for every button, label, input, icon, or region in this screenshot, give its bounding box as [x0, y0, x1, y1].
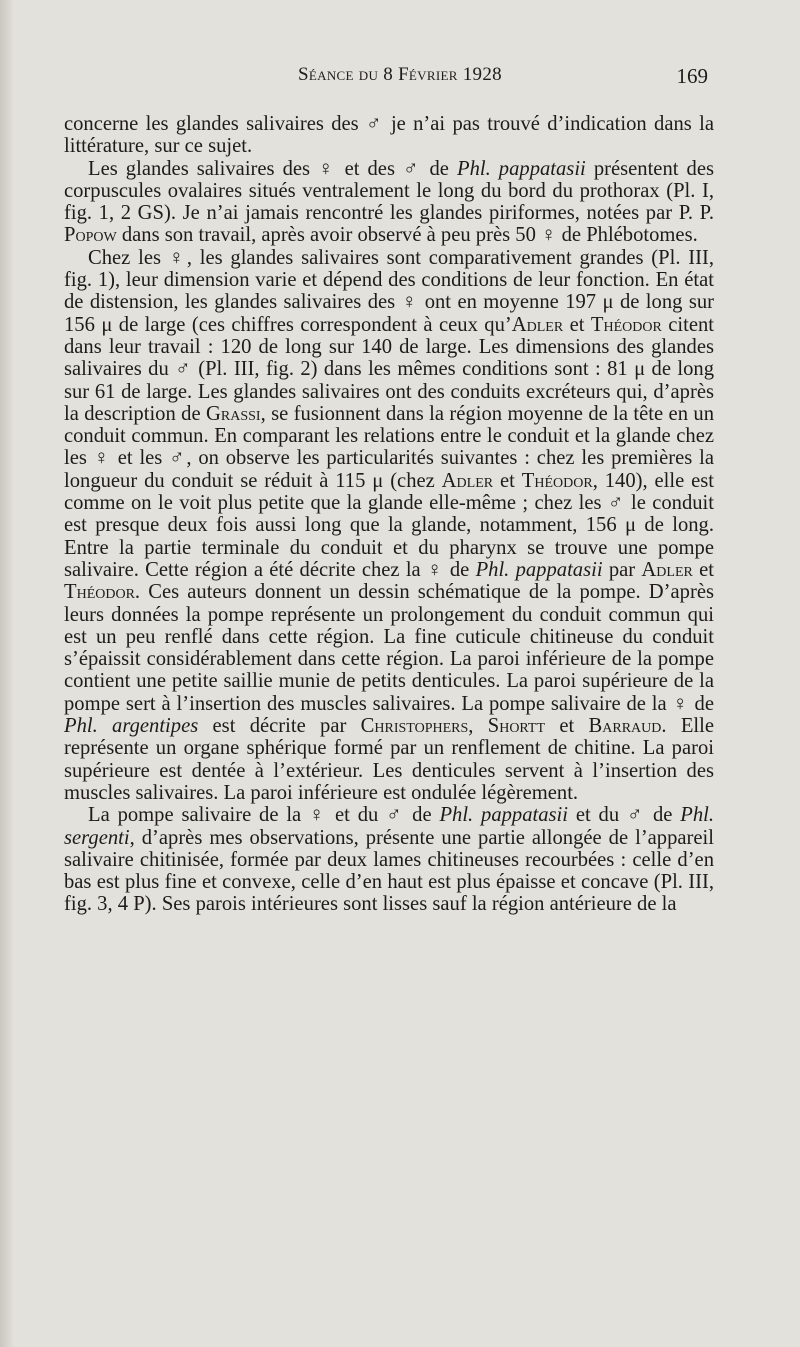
text-run: et — [545, 715, 589, 738]
body-text — [64, 113, 714, 916]
author-name: Adler — [511, 313, 564, 336]
author-name: Adler — [641, 558, 693, 581]
running-header — [0, 64, 800, 94]
text-run: concerne les glandes salivaires des ♂ je n’ai pas trouvé d’indication dans la littérature, sur ce sujet. — [64, 113, 714, 158]
paragraph — [64, 113, 714, 158]
text-run: . Elle représente un organe sphérique formé par un renflement de chitine. La paroi supérieure est dentée à l’extérieur. Les denticules servent à l’insertion des muscles salivaires. La paroi inférieure est ondulée légèrement. — [64, 715, 714, 804]
page-number: 169 — [676, 64, 708, 88]
author-name: Shortt — [487, 715, 546, 738]
author-name: Adler — [441, 469, 494, 492]
text-run: Chez les ♀, les glandes salivaires sont comparativement grandes (Pl. III, fig. 1), leur dimension varie et dépend des conditions de leur fonction. En état de distension, les glandes salivaires des ♀ ont en moyenne 197 μ de long sur 156 μ de large (ces chiffres correspondent à ceux qu’ — [64, 246, 714, 336]
page-gutter-shadow — [0, 0, 14, 1347]
text-run: , 140), elle est comme on le voit plus petite que la glande elle-même ; chez les ♂ le conduit est presque deux fois aussi long que la glande, notamment, 156 μ de long. Entre la partie terminale du conduit et du pharynx se trouve une pompe salivaire. Cette région a été décrite chez la ♀ de — [64, 469, 715, 581]
text-run: et — [692, 558, 715, 581]
text-run: Les glandes salivaires des ♀ et des ♂ de — [88, 157, 457, 180]
text-run: citent dans leur travail : 120 de long sur 140 de large. Les dimensions des glandes salivaires du ♂ (Pl. III, fig. 2) dans les mêmes conditions sont : 81 μ de long sur 61 de large. Les glandes salivaires ont des conduits excréteurs qui, d’après la description de — [64, 313, 714, 425]
running-title: Séance du 8 Février 1928 — [298, 64, 502, 85]
text-run: , — [468, 715, 488, 738]
author-name: Théodor — [590, 313, 662, 336]
author-name: Christophers — [360, 715, 469, 738]
paragraph — [64, 247, 714, 804]
author-name: Théodor — [64, 581, 135, 604]
author-name: Barraud — [588, 715, 662, 738]
text-run: , se fusionnent dans la région moyenne de la tête en un conduit commun. En comparant les relations entre le conduit et la glande chez les ♀ et les ♂, on observe les particularités suivantes : chez les premières la longueur du conduit se réduit à 115 μ (chez — [64, 402, 714, 492]
author-name: Popow — [64, 224, 117, 247]
species-name: Phl. pappatasii — [439, 804, 568, 827]
paragraph — [64, 158, 714, 247]
text-run: dans son travail, après avoir observé à peu près 50 ♀ de Phlébotomes. — [116, 224, 698, 247]
species-name: Phl. pappatasii — [475, 558, 603, 581]
text-run: . Ces auteurs donnent un dessin schématique de la pompe. D’après leurs données la pompe représente un prolongement du conduit commun qui est un peu renflé dans cette région. La fine cuticule chitineuse du conduit s’épaissit considérablement dans cette région. La paroi inférieure de la pompe contient une petite saillie munie de petits denticules. La paroi supérieure de la pompe sert à l’insertion des muscles salivaires. La pompe salivaire de la ♀ de — [64, 581, 714, 715]
text-run: est décrite par — [198, 715, 361, 738]
text-run: , d’après mes observations, présente une partie allongée de l’appareil salivaire chitinisée, formée par deux lames chitineuses recourbées : celle d’en bas est plus fine et convexe, celle d’en haut est plus épaisse et concave (Pl. III, fig. 3, 4 P). Ses parois intérieures sont lisses sauf la région antérieure de la — [64, 826, 714, 916]
species-name: Phl. pappatasii — [456, 157, 586, 180]
species-name: Phl. sergenti — [64, 804, 715, 849]
text-run: La pompe salivaire de la ♀ et du ♂ de — [88, 804, 440, 827]
species-name: Phl. argentipes — [64, 715, 199, 738]
author-name: Théodor — [521, 469, 593, 492]
text-run: et du ♂ de — [568, 804, 681, 827]
text-run: présentent des corpuscules ovalaires situés ventralement le long du bord du prothorax (Pl. I, fig. 1, 2 GS). Je n’ai jamais rencontré les glandes piriformes, notées par P. P. — [64, 157, 714, 225]
text-run: et — [493, 469, 522, 492]
text-run: et — [563, 313, 591, 336]
text-run: par — [602, 558, 642, 581]
author-name: Grassi — [206, 402, 261, 425]
paragraph — [64, 804, 714, 915]
